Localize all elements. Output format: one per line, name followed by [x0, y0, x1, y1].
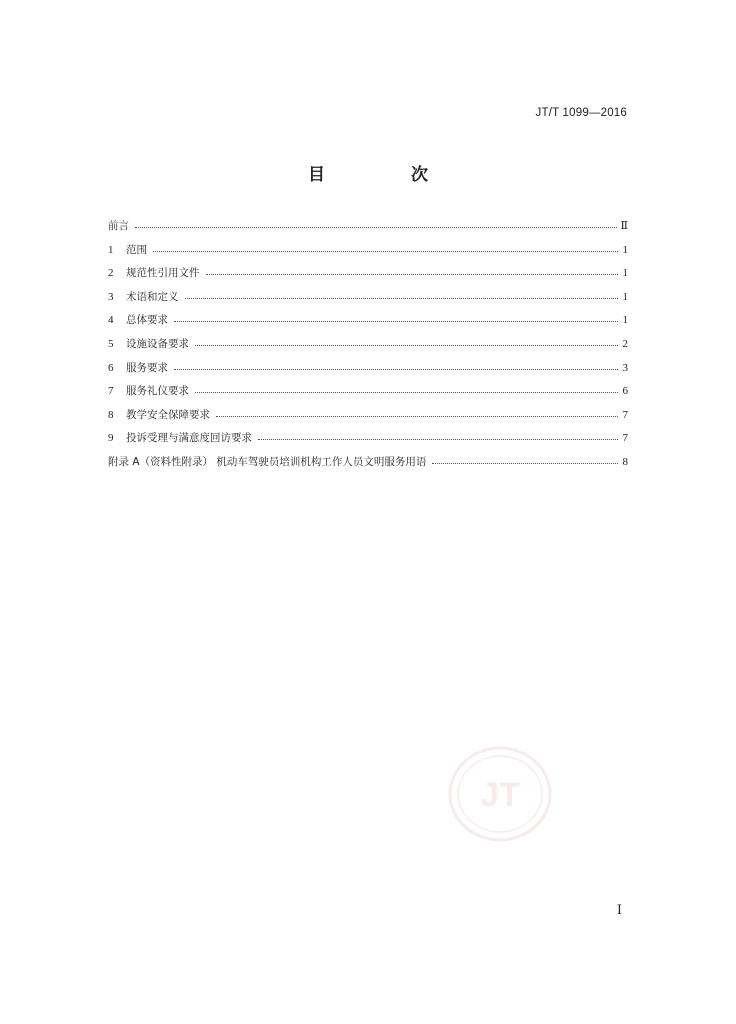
toc-entry-label: 教学安全保障要求 [126, 408, 210, 421]
toc-dot-leader [135, 218, 617, 231]
toc-dot-leader [258, 430, 618, 443]
toc-entry-page: 1 [622, 314, 628, 327]
toc-entry-page: 1 [622, 243, 628, 256]
toc-entry-facilities[interactable] [108, 334, 628, 358]
toc-entry-number: 2 [108, 267, 114, 280]
toc-entry-label: 服务礼仪要求 [126, 385, 189, 398]
toc-entry-etiquette[interactable] [108, 381, 628, 405]
toc-entry-label: 服务要求 [126, 361, 168, 374]
toc-dot-leader [174, 312, 618, 325]
toc-entry-normative-references[interactable] [108, 263, 628, 287]
toc-entry-number: 5 [108, 337, 114, 350]
toc-title: 目 次 [308, 165, 468, 185]
toc-dot-leader [195, 383, 618, 396]
toc-entry-page: 2 [622, 337, 628, 350]
toc-entry-page: 7 [622, 408, 628, 421]
toc-dot-leader [206, 265, 619, 278]
toc-entry-page: 7 [622, 432, 628, 445]
toc-entry-label: 设施设备要求 [126, 337, 189, 350]
toc-entry-number: 9 [108, 432, 114, 445]
jt-watermark-logo [446, 744, 554, 844]
toc-entry-page: 8 [622, 455, 628, 468]
page-number: Ⅰ [616, 902, 622, 917]
toc-dot-leader [185, 289, 619, 302]
toc-dot-leader [195, 336, 618, 349]
toc-entry-service[interactable] [108, 358, 628, 382]
toc-entry-page: Ⅱ [620, 220, 628, 232]
toc-entry-label: 术语和定义 [126, 290, 179, 303]
standard-code-header: JT/T 1099—2016 [535, 107, 627, 119]
toc-entry-page: 1 [622, 267, 628, 280]
toc-entry-number: 6 [108, 361, 114, 374]
toc-entry-label: 规范性引用文件 [126, 267, 200, 280]
toc-entry-number: 8 [108, 408, 114, 421]
toc-entry-page: 1 [622, 290, 628, 303]
toc-entry-label: 总体要求 [126, 314, 168, 327]
watermark-text: JT [480, 776, 520, 814]
toc-entry-page: 6 [622, 385, 628, 398]
toc-entry-appendix-a[interactable] [108, 452, 628, 476]
toc-entry-label: 附录 A（资料性附录） 机动车驾驶员培训机构工作人员文明服务用语 [108, 455, 427, 468]
table-of-contents [108, 216, 628, 476]
toc-entry-label: 前言 [108, 220, 129, 232]
toc-entry-number: 3 [108, 290, 114, 303]
toc-entry-preface[interactable] [108, 216, 628, 240]
toc-entry-safety[interactable] [108, 405, 628, 429]
toc-entry-label: 范围 [126, 243, 147, 256]
toc-entry-number: 7 [108, 385, 114, 398]
toc-entry-terms[interactable] [108, 287, 628, 311]
toc-dot-leader [174, 360, 618, 373]
toc-dot-leader [153, 242, 618, 255]
toc-entry-general-requirements[interactable] [108, 310, 628, 334]
toc-entry-scope[interactable] [108, 240, 628, 264]
toc-entry-complaints[interactable] [108, 428, 628, 452]
toc-entry-label: 投诉受理与满意度回访要求 [126, 432, 252, 445]
toc-entry-page: 3 [622, 361, 628, 374]
toc-entry-number: 4 [108, 314, 114, 327]
toc-dot-leader [432, 454, 618, 467]
toc-entry-number: 1 [108, 243, 114, 256]
toc-dot-leader [216, 407, 618, 420]
